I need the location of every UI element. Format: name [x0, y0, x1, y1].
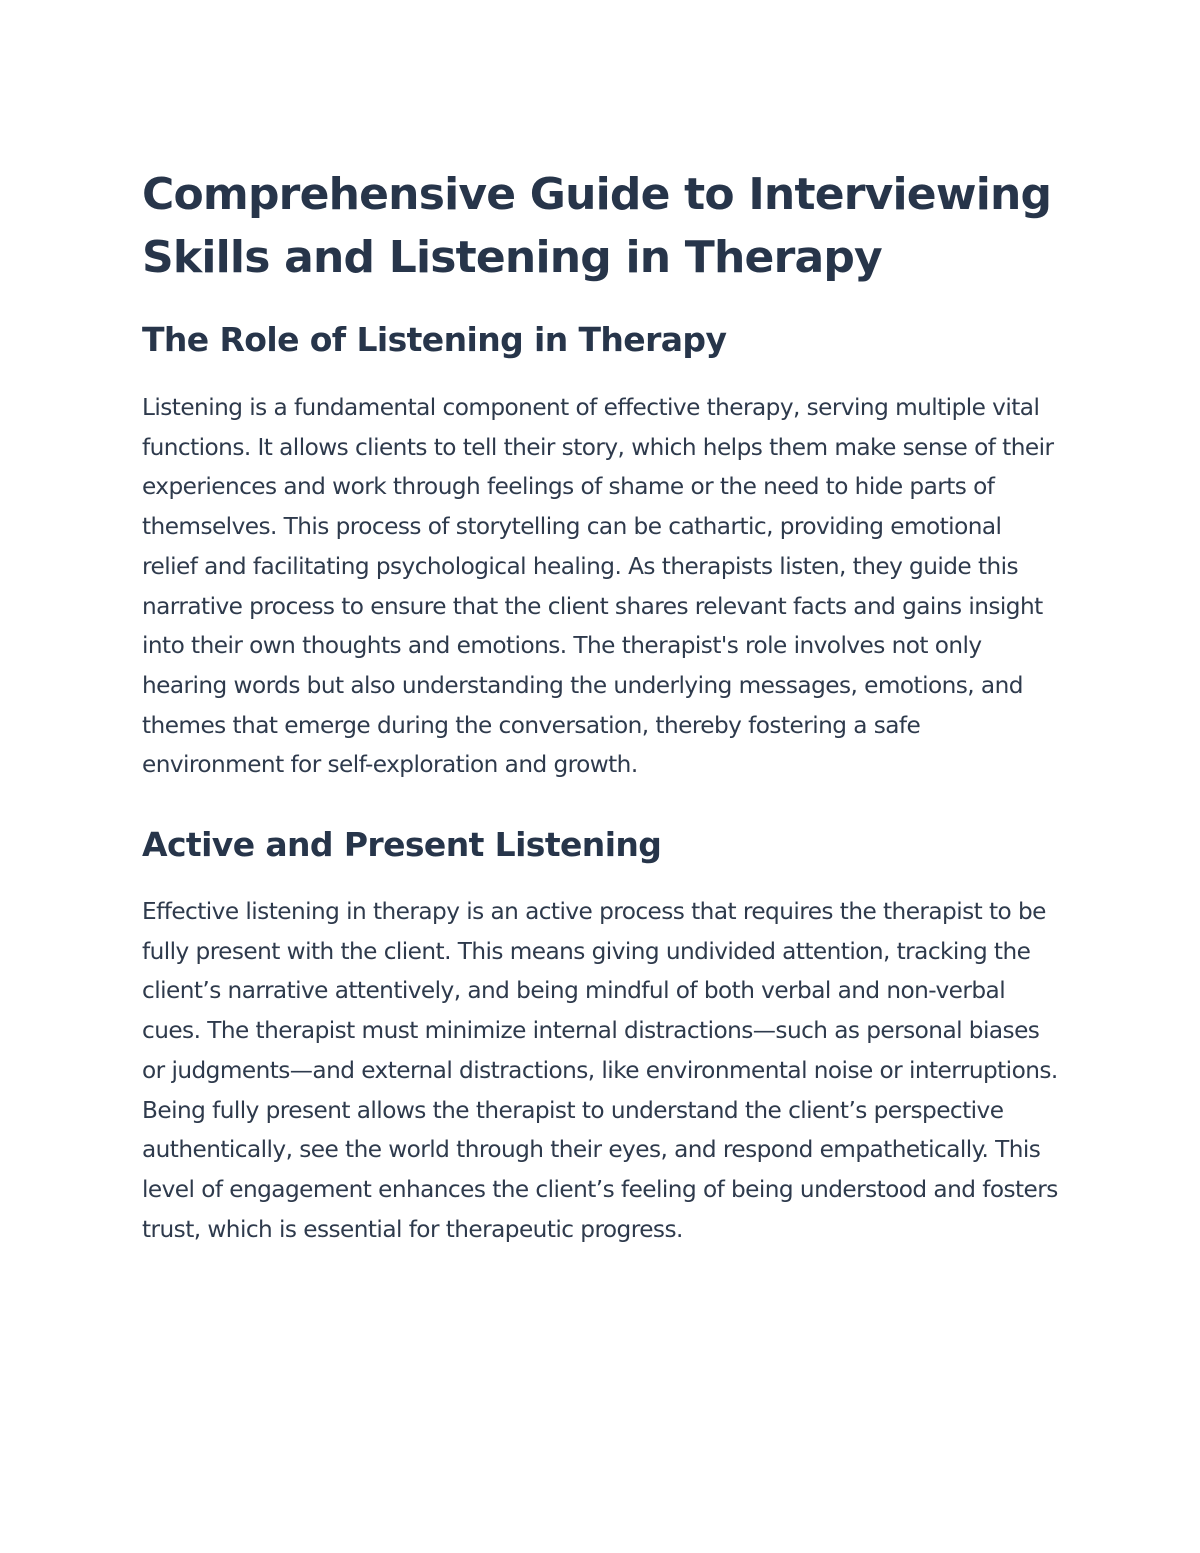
document-page	[142, 163, 1062, 1249]
section-body-active-listening: Effective listening in therapy is an active process that requires the therapist to be fully present with the client. This means giving undivided attention, tracking the client’s narrative attentively, and being mindful of both verbal and non-verbal cues. The therapist must minimize internal distractions—such as personal biases or judgments—and external distractions, like environmental noise or interruptions. Being fully present allows the therapist to understand the client’s perspective authentically, see the world through their eyes, and respond empathetically. This level of engagement enhances the client’s feeling of being understood and fosters trust, which is essential for therapeutic progress.	[142, 898, 1058, 1243]
section-heading-role-of-listening: The Role of Listening in Therapy	[142, 320, 727, 359]
section-body-role-of-listening: Listening is a fundamental component of effective therapy, serving multiple vital functions. It allows clients to tell their story, which helps them make sense of their experiences and work through feelings of shame or the need to hide parts of themselves. This process of storytelling can be cathartic, providing emotional relief and facilitating psychological healing. As therapists listen, they guide this narrative process to ensure that the client shares relevant facts and gains insight into their own thoughts and emotions. The therapist's role involves not only hearing words but also understanding the underlying messages, emotions, and themes that emerge during the conversation, thereby fostering a safe environment for self-exploration and growth.	[142, 394, 1054, 779]
section-heading-active-listening: Active and Present Listening	[142, 825, 662, 865]
document-title: Comprehensive Guide to Interviewing Skills and Listening in Therapy	[142, 169, 1052, 283]
